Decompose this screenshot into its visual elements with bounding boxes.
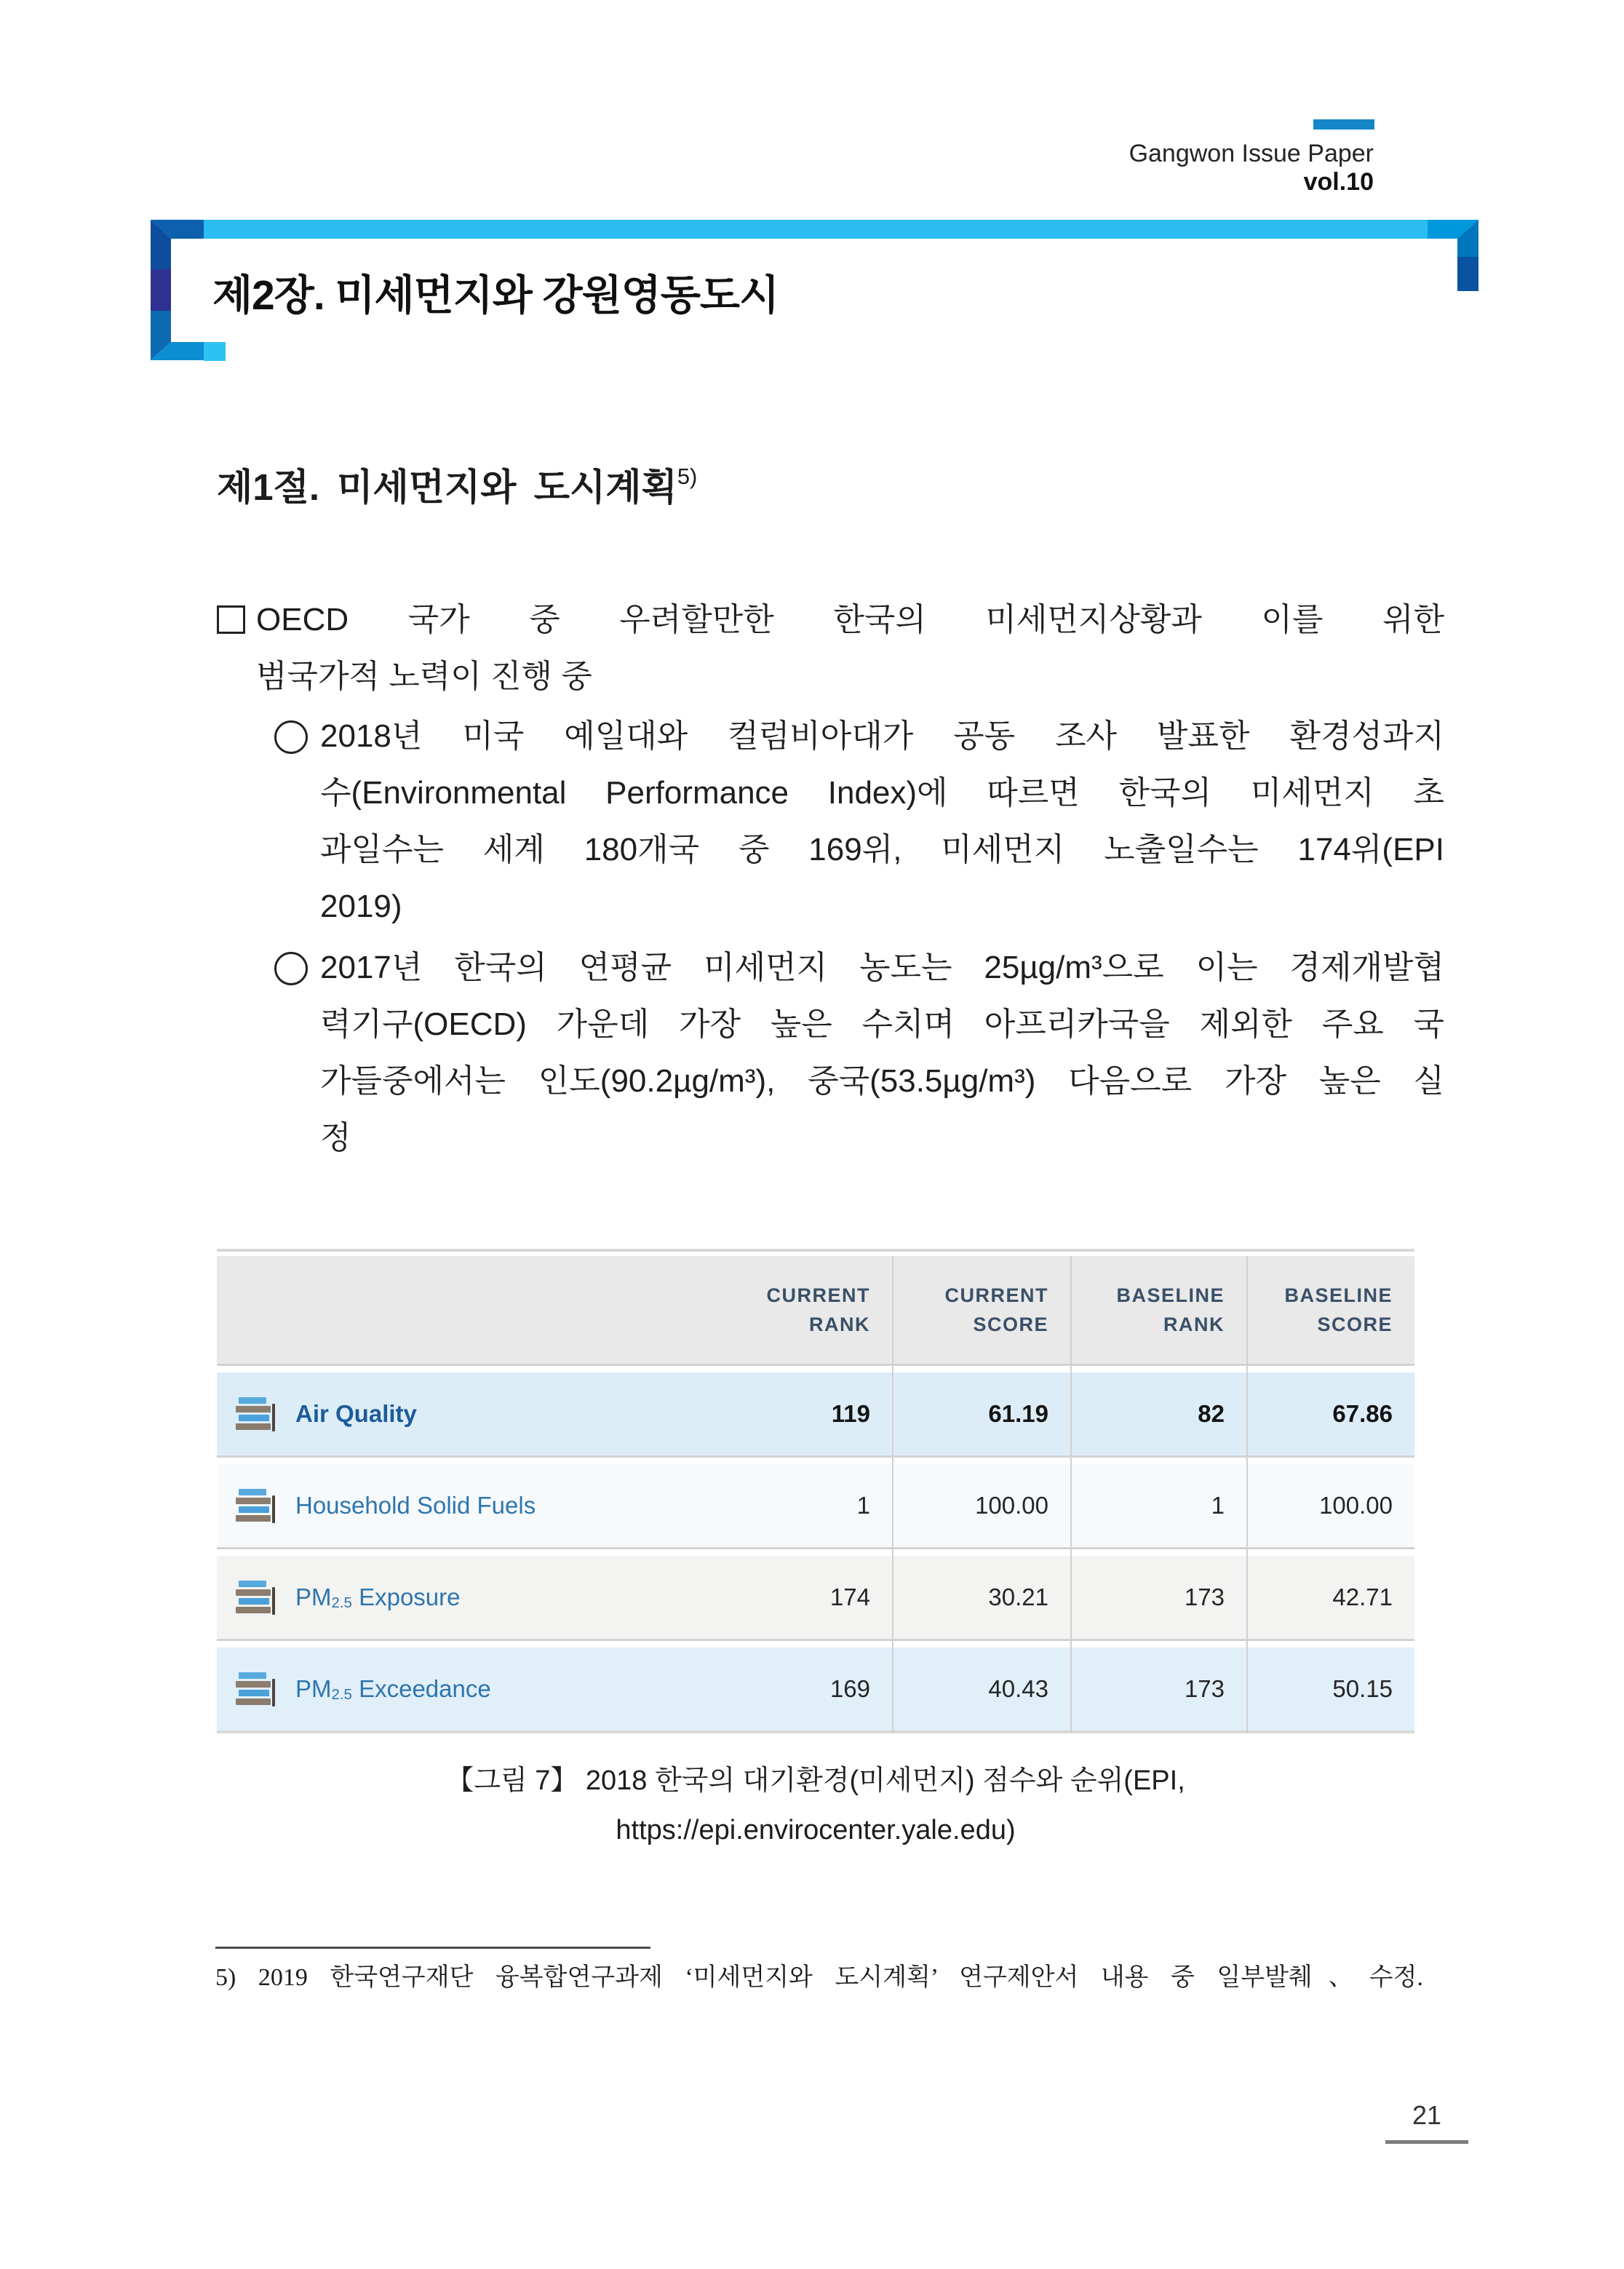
running-header (1091, 140, 1374, 196)
page-number-rule (1385, 2140, 1468, 2144)
current-rank-value: 174 (829, 1583, 870, 1610)
column-divider (1246, 1256, 1248, 1733)
table-row (217, 1556, 1414, 1639)
baseline-score-value: 50.15 (1332, 1675, 1393, 1702)
indicator-bars-icon (236, 1396, 276, 1431)
row-separator (217, 1364, 1414, 1372)
footnote-text: 5) 2019 한국연구재단 융복합연구과제 ‘미세먼지와 도시계획’ 연구제안서 내용 중 일부발췌、수정. (215, 1964, 1423, 1991)
footnote-rule (215, 1947, 650, 1949)
baseline-rank-value: 1 (1211, 1492, 1225, 1519)
figure-caption (217, 1756, 1414, 1855)
bullet-paragraph (320, 939, 1444, 1167)
header-accent-bar (1313, 119, 1374, 130)
column-divider (1070, 1256, 1072, 1733)
body-line: 범국가적 노력이 진행 중 (256, 659, 592, 694)
row-separator (217, 1639, 1414, 1648)
column-header-current-score: CURRENT SCORE (944, 1284, 1048, 1335)
circle-list-marker (274, 720, 308, 754)
baseline-score-value: 100.00 (1319, 1492, 1393, 1519)
current-rank-value: 119 (831, 1400, 870, 1427)
column-header-current-rank: CURRENT RANK (766, 1284, 870, 1335)
indicator-name: PM2.5 Exceedance (295, 1675, 491, 1703)
baseline-rank-value: 173 (1184, 1675, 1225, 1702)
square-list-marker (217, 605, 245, 634)
column-header-baseline-rank: BASELINE RANK (1116, 1284, 1225, 1335)
bullet-paragraph (320, 708, 1444, 935)
current-rank-value: 1 (856, 1492, 870, 1519)
current-score-value: 100.00 (975, 1492, 1048, 1519)
baseline-rank-value: 173 (1184, 1583, 1225, 1610)
body-line: 2019) (320, 889, 402, 924)
section-title-text: 제1절. 미세먼지와 도시계획 (217, 466, 677, 508)
indicator-name: Household Solid Fuels (295, 1492, 536, 1519)
table-row (217, 1464, 1414, 1547)
column-header-baseline-score: BASELINE SCORE (1284, 1284, 1393, 1335)
current-rank-value: 169 (829, 1675, 870, 1702)
section-title (217, 457, 697, 511)
body-line: 과일수는 세계 180개국 중 169위, 미세먼지 노출일수는 174위(EPI (320, 832, 1444, 867)
paragraph-block (256, 592, 1444, 705)
current-score-value: 61.19 (988, 1400, 1048, 1427)
body-line: 수(Environmental Performance Index)에 따르면 한국의 미세먼지 초 (320, 775, 1444, 811)
body-line: 2018년 미국 예일대와 컬럼비아대가 공동 조사 발표한 환경성과지 (320, 718, 1444, 754)
footnote-reference: 5) (677, 464, 698, 489)
body-line: 정 (320, 1120, 351, 1156)
header-brand: Gangwon Issue Paper (1129, 140, 1374, 167)
body-line: 력기구(OECD) 가운데 가장 높은 수치며 아프리카국을 제외한 주요 국 (320, 1006, 1444, 1042)
indicator-bars-icon (236, 1488, 276, 1523)
figure-caption-url: https://epi.envirocenter.yale.edu) (616, 1815, 1016, 1845)
figure-caption-line1: 【그림 7】 2018 한국의 대기환경(미세먼지) 점수와 순위(EPI, (446, 1765, 1185, 1796)
current-score-value: 30.21 (988, 1583, 1048, 1610)
current-score-value: 40.43 (988, 1675, 1048, 1702)
row-separator (217, 1547, 1414, 1556)
baseline-score-value: 67.86 (1332, 1400, 1393, 1427)
body-line: 가들중에서는 인도(90.2µg/m³), 중국(53.5µg/m³) 다음으로 가장 높은 실 (320, 1063, 1444, 1099)
table-row (217, 1372, 1414, 1455)
circle-list-marker (274, 952, 308, 985)
baseline-score-value: 42.71 (1332, 1583, 1393, 1610)
indicator-name: Air Quality (295, 1400, 417, 1427)
table-header-row (217, 1256, 1414, 1364)
baseline-rank-value: 82 (1198, 1400, 1225, 1427)
row-separator (217, 1455, 1414, 1464)
indicator-bars-icon (236, 1580, 276, 1615)
body-line: 2017년 한국의 연평균 미세먼지 농도는 25µg/m³으로 이는 경제개발협 (320, 950, 1444, 985)
table-bottom-border (217, 1730, 1414, 1733)
chapter-title: 제2장. 미세먼지와 강원영동도시 (212, 272, 779, 319)
epi-score-table (217, 1249, 1414, 1733)
column-divider (892, 1256, 893, 1733)
header-volume: vol.10 (1303, 168, 1374, 196)
indicator-bars-icon (236, 1672, 276, 1706)
table-row (217, 1648, 1414, 1730)
body-line: OECD 국가 중 우려할만한 한국의 미세먼지상황과 이를 위한 (256, 602, 1444, 637)
indicator-name: PM2.5 Exposure (295, 1583, 461, 1611)
page-number: 21 (1412, 2100, 1442, 2130)
